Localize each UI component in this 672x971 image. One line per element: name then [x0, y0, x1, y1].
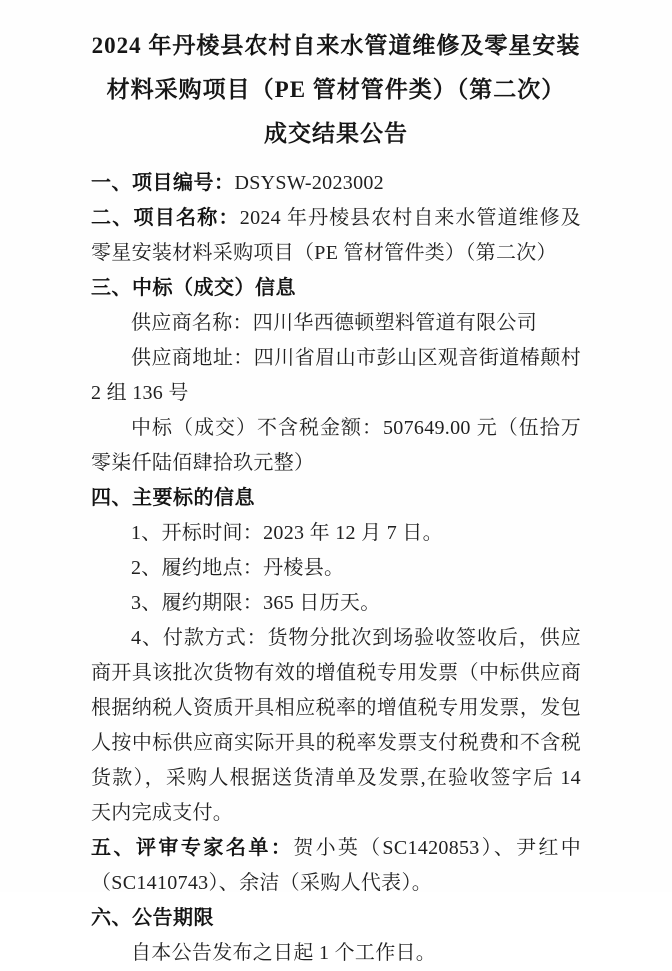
- value-project-name: 2024 年丹棱县农村自来水管道维修及零星安装材料采购项目（PE 管材管件类）（第二次）: [91, 207, 581, 264]
- line-supplier-address: [91, 341, 581, 411]
- value-supplier-address: 供应商地址：四川省眉山市彭山区观音街道椿颠村 2 组 136 号: [91, 347, 581, 404]
- line-announcement-duration: [91, 936, 581, 971]
- title-line-1: 2024 年丹棱县农村自来水管道维修及零星安装: [91, 33, 581, 58]
- label-announcement-period: 六、公告期限: [91, 907, 214, 929]
- document-body: [91, 166, 581, 971]
- line-project-name: [91, 201, 581, 271]
- line-payment-terms: [91, 621, 581, 831]
- label-award-info: 三、中标（成交）信息: [91, 277, 296, 299]
- label-subject-info: 四、主要标的信息: [91, 487, 255, 509]
- title-line-3: 成交结果公告: [264, 121, 408, 146]
- line-award-amount: [91, 411, 581, 481]
- line-supplier-name: [91, 306, 581, 341]
- heading-announcement-period: [91, 901, 581, 936]
- title-line-2: 材料采购项目（PE 管材管件类）（第二次）: [106, 77, 566, 102]
- value-performance-period: 3、履约期限：365 日历天。: [131, 592, 381, 614]
- heading-award-info: [91, 271, 581, 306]
- line-expert-list: [91, 831, 581, 901]
- document-title: [66, 24, 606, 156]
- value-announcement-duration: 自本公告发布之日起 1 个工作日。: [131, 942, 437, 964]
- line-performance-period: [91, 586, 581, 621]
- value-payment-terms: 4、付款方式：货物分批次到场验收签收后，供应商开具该批次货物有效的增值税专用发票（中标供应商根据纳税人资质开具相应税率的增值税专用发票，发包人按中标供应商实际开具的税率发票支付税费和不含税货款），采购人根据送货清单及发票,在验收签字后 14 天内完成支付。: [91, 627, 581, 824]
- label-project-number: 一、项目编号：: [91, 172, 235, 194]
- line-bid-opening-time: [91, 516, 581, 551]
- value-project-number: DSYSW-2023002: [234, 172, 384, 194]
- value-award-amount: 中标（成交）不含税金额：507649.00 元（伍拾万零柒仟陆佰肆拾玖元整）: [91, 417, 581, 474]
- value-supplier-name: 供应商名称：四川华西德顿塑料管道有限公司: [131, 312, 537, 334]
- value-bid-opening-time: 1、开标时间：2023 年 12 月 7 日。: [131, 522, 443, 544]
- value-expert-list: 贺小英（SC1420853）、尹红中（SC1410743）、余洁（采购人代表）。: [91, 837, 581, 894]
- line-project-number: [91, 166, 581, 201]
- label-expert-list: 五、评审专家名单：: [91, 837, 294, 859]
- line-performance-place: [91, 551, 581, 586]
- value-performance-place: 2、履约地点：丹棱县。: [131, 557, 345, 579]
- heading-subject-info: [91, 481, 581, 516]
- label-project-name: 二、项目名称：: [91, 207, 240, 229]
